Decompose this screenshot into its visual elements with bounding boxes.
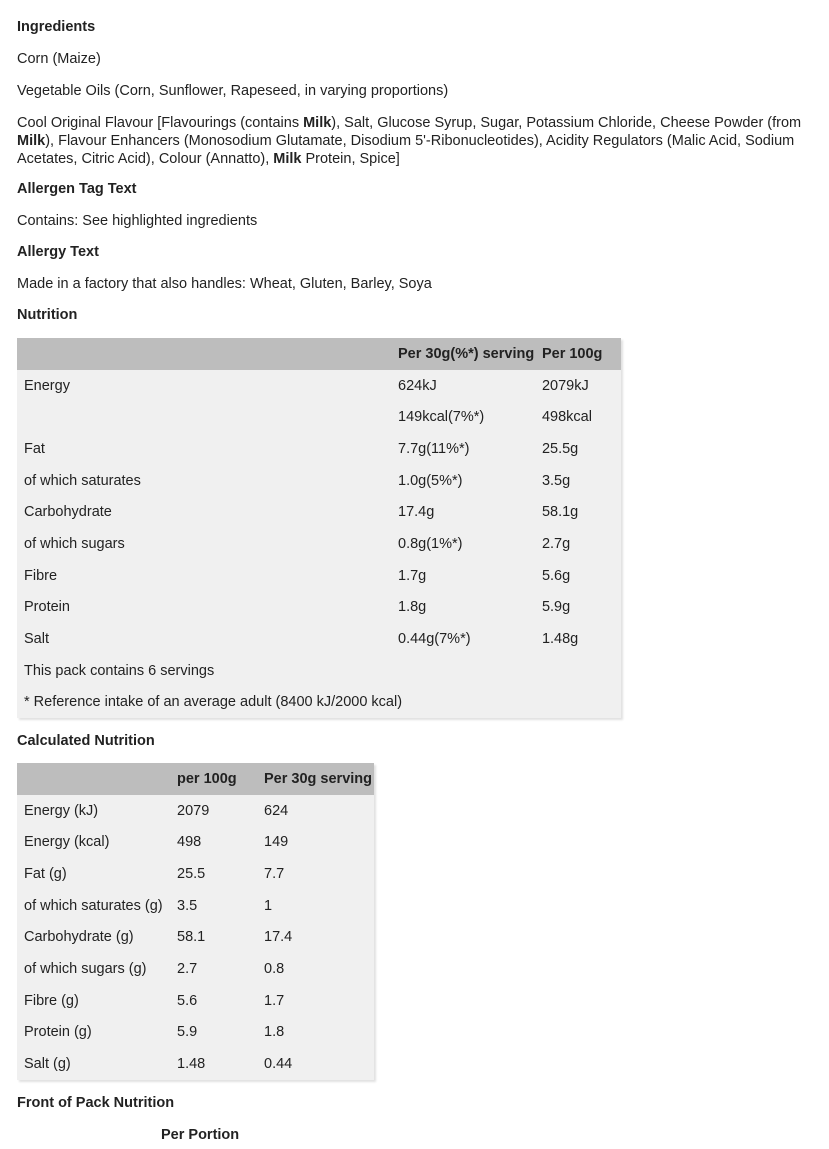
table-cell: 498: [177, 834, 202, 851]
table-cell: 498kcal: [541, 409, 592, 426]
table-cell: 3.5g: [541, 472, 571, 489]
table-row: [17, 826, 374, 858]
table-cell: of which saturates (g): [24, 897, 163, 914]
table-row: [17, 528, 621, 560]
table-row: [17, 592, 621, 624]
table-row: [17, 687, 621, 719]
column-header: per 100g: [177, 770, 237, 787]
ingredients-heading: Ingredients: [17, 19, 96, 35]
front-of-pack-heading: Front of Pack Nutrition: [17, 1095, 175, 1111]
calculated-nutrition-heading: Calculated Nutrition: [17, 733, 155, 749]
table-header-row: [17, 763, 374, 795]
table-cell: 7.7g(11%*): [398, 440, 470, 457]
table-cell: 5.6g: [541, 567, 571, 584]
table-cell: Energy (kcal): [24, 834, 110, 851]
table-cell: 58.1g: [541, 504, 579, 521]
table-cell: 1.7g: [398, 567, 427, 584]
table-header-row: [17, 338, 621, 370]
table-cell: Salt: [24, 631, 49, 648]
allergen-highlight: Milk: [303, 115, 332, 131]
table-cell: 624: [264, 802, 289, 819]
table-cell: 2.7: [177, 960, 198, 977]
table-cell: 5.9: [177, 1024, 198, 1041]
table-cell: 0.8: [264, 960, 285, 977]
table-cell: Fibre (g): [24, 992, 79, 1009]
table-cell: Energy (kJ): [24, 802, 99, 819]
table-row: [17, 921, 374, 953]
table-cell: 0.44: [264, 1056, 293, 1073]
table-cell: Fat: [24, 440, 45, 457]
allergy-heading: Allergy Text: [17, 244, 99, 260]
table-cell: 3.5: [177, 897, 198, 914]
table-row: [17, 890, 374, 922]
per-portion-heading: Per Portion: [161, 1127, 240, 1143]
ingredient-corn: Corn (Maize): [17, 51, 101, 67]
ingredient-text: ), Flavour Enhancers (Monosodium Glutamate, Disodium 5'-Ribonucleotides), Acidity Regulators (Malic Acid, Sodium Acetates, Citric Acid), Colour (Annatto),: [17, 133, 795, 167]
table-cell: [17, 401, 391, 433]
column-header: Per 30g(%*) serving: [398, 345, 535, 362]
allergen-highlight: Milk: [17, 133, 46, 149]
table-cell: 58.1: [177, 929, 206, 946]
table-cell: 1.48: [177, 1056, 206, 1073]
allergen-tag-heading: Allergen Tag Text: [17, 181, 137, 197]
table-cell: 0.8g(1%*): [398, 535, 463, 552]
table-cell: of which saturates: [24, 472, 141, 489]
table-cell: 2.7g: [541, 535, 571, 552]
table-cell: Fat (g): [24, 865, 67, 882]
allergen-highlight: Milk: [273, 151, 302, 167]
table-cell: 25.5: [177, 865, 206, 882]
table-row: [17, 858, 374, 890]
table-cell: 1.0g(5%*): [398, 472, 463, 489]
column-header: Per 100g: [541, 345, 603, 362]
ingredient-oils: Vegetable Oils (Corn, Sunflower, Rapeseed, in varying proportions): [17, 83, 449, 99]
table-cell: Protein: [24, 599, 70, 616]
column-header: [17, 763, 170, 795]
table-cell: Carbohydrate: [24, 504, 112, 521]
table-cell: of which sugars: [24, 535, 125, 552]
table-cell: 7.7: [264, 865, 285, 882]
ingredient-text: Protein, Spice]: [301, 151, 400, 167]
table-row: [17, 1017, 374, 1049]
nutrition-heading: Nutrition: [17, 307, 78, 323]
table-row: [17, 655, 621, 687]
table-cell: 1: [264, 897, 273, 914]
table-row: [17, 401, 621, 433]
table-cell: 2079kJ: [541, 377, 589, 394]
ingredient-flavour: [17, 114, 821, 168]
table-row: [17, 496, 621, 528]
table-cell: Protein (g): [24, 1024, 92, 1041]
table-cell: 149: [264, 834, 289, 851]
allergen-tag-text: Contains: See highlighted ingredients: [17, 213, 258, 229]
table-cell: of which sugars (g): [24, 960, 147, 977]
table-row: [17, 370, 621, 402]
table-cell: Salt (g): [24, 1056, 71, 1073]
table-cell: 0.44g(7%*): [398, 631, 471, 648]
ingredient-text: ), Salt, Glucose Syrup, Sugar, Potassium Chloride, Cheese Powder (from: [331, 115, 802, 131]
table-row: [17, 953, 374, 985]
calculated-nutrition-table: [17, 763, 374, 1080]
allergy-text: Made in a factory that also handles: Wheat, Gluten, Barley, Soya: [17, 276, 432, 292]
table-cell: * Reference intake of an average adult (8400 kJ/2000 kcal): [24, 694, 403, 711]
table-row: [17, 623, 621, 655]
table-row: [17, 1048, 374, 1080]
table-row: [17, 795, 374, 827]
table-cell: Carbohydrate (g): [24, 929, 134, 946]
column-header: Per 30g serving: [264, 770, 372, 787]
table-cell: This pack contains 6 servings: [24, 662, 215, 679]
column-header: [17, 338, 391, 370]
table-row: [17, 465, 621, 497]
table-cell: 17.4: [264, 929, 293, 946]
table-cell: Energy: [24, 377, 70, 394]
table-cell: Fibre: [24, 567, 58, 584]
table-cell: 1.7: [264, 992, 285, 1009]
table-cell: 2079: [177, 802, 210, 819]
nutrition-table: [17, 338, 621, 718]
table-cell: 5.9g: [541, 599, 571, 616]
table-row: [17, 560, 621, 592]
table-cell: 624kJ: [398, 377, 437, 394]
table-cell: 1.8g: [398, 599, 427, 616]
table-row: [17, 433, 621, 465]
table-cell: 17.4g: [398, 504, 435, 521]
table-cell: 149kcal(7%*): [398, 409, 485, 426]
ingredient-text: Cool Original Flavour [Flavourings (contains: [17, 115, 304, 131]
table-cell: 1.48g: [541, 631, 579, 648]
table-cell: 5.6: [177, 992, 198, 1009]
table-cell: 25.5g: [541, 440, 579, 457]
table-cell: 1.8: [264, 1024, 285, 1041]
table-row: [17, 985, 374, 1017]
